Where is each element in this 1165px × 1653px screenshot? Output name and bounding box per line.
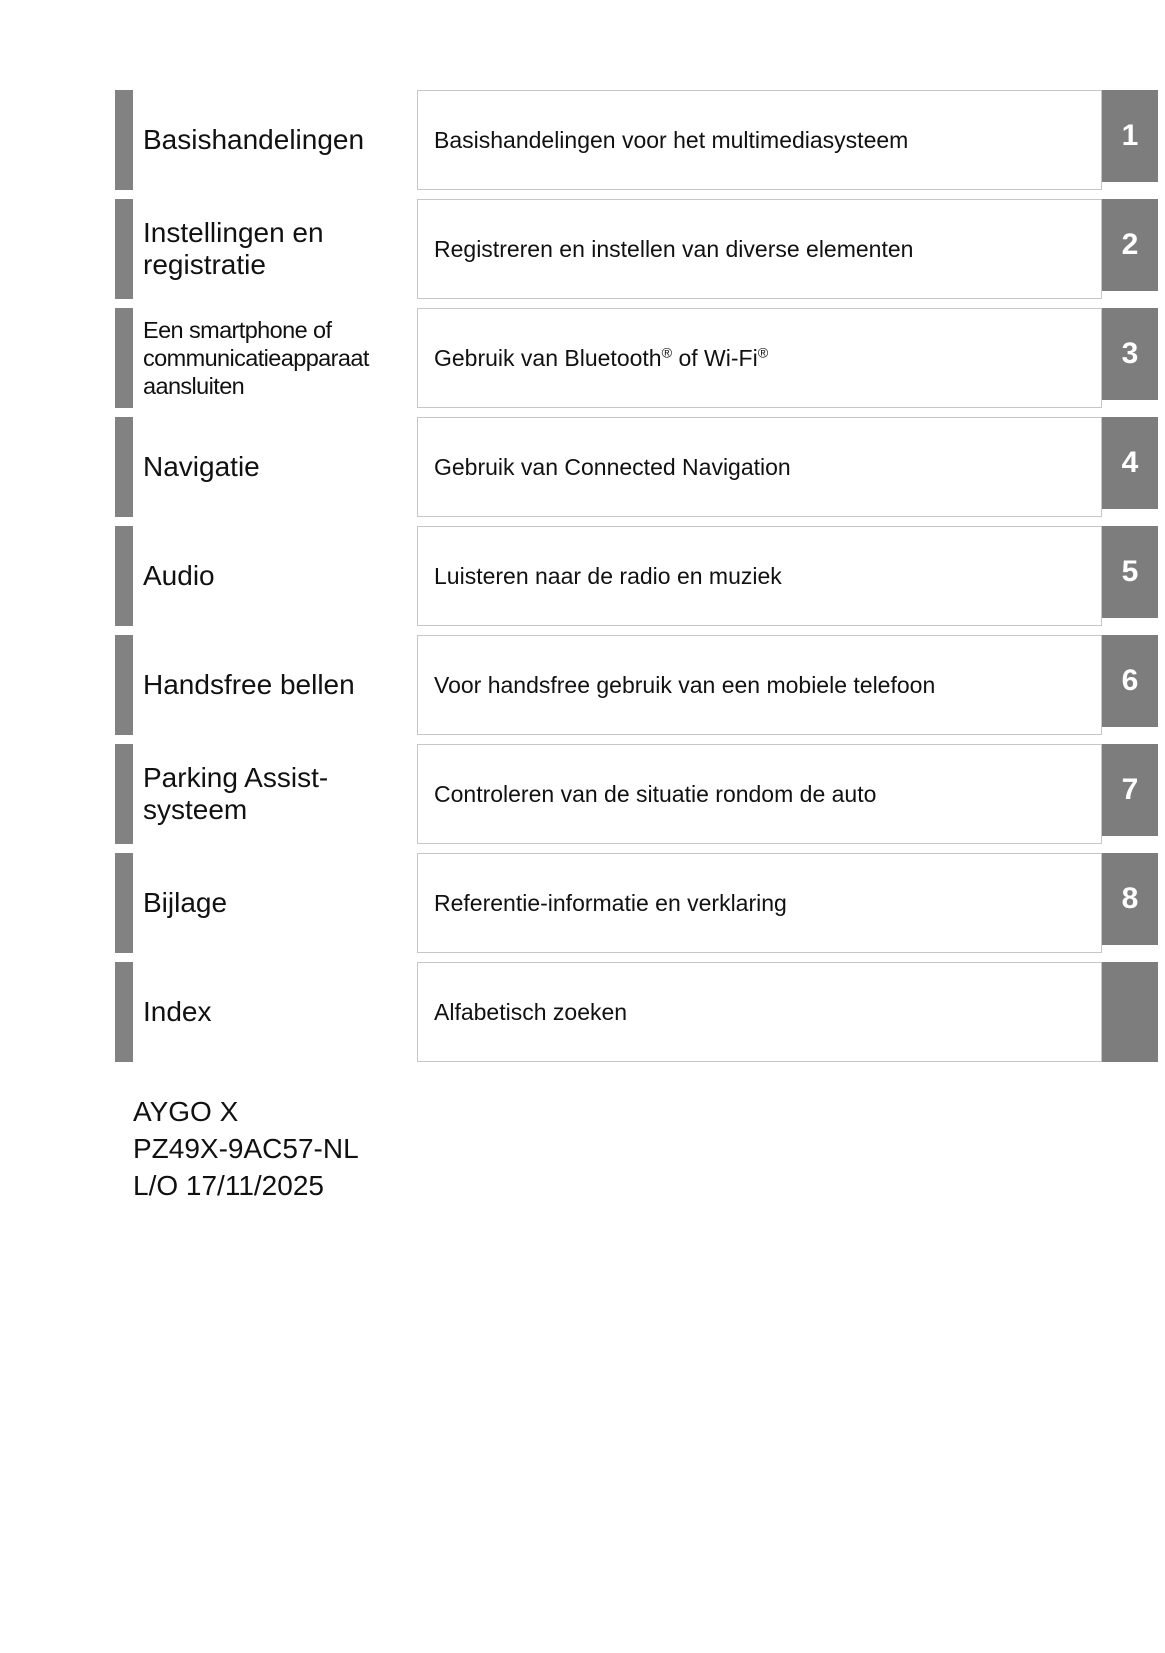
chapter-description: Basishandelingen voor het multimediasysteem [434, 126, 909, 153]
chapter-title: Instellingen en registratie [143, 216, 324, 280]
toc-row[interactable] [115, 635, 1158, 735]
chapter-description: Registreren en instellen van diverse elementen [434, 235, 914, 262]
chapter-number: 7 [1121, 773, 1139, 806]
chapter-description-box[interactable] [417, 417, 1102, 517]
chapter-number-tab[interactable] [1102, 90, 1158, 182]
toc-row[interactable] [115, 90, 1158, 190]
chapter-description-box[interactable] [417, 199, 1102, 299]
toc-row[interactable] [115, 962, 1158, 1062]
chapter-description-box[interactable] [417, 744, 1102, 844]
chapter-number-tab[interactable] [1102, 635, 1158, 727]
chapter-number: 3 [1121, 337, 1139, 370]
toc-row[interactable] [115, 199, 1158, 299]
chapter-accent-bar [115, 90, 133, 190]
table-of-contents [115, 90, 1158, 1071]
chapter-description: Gebruik van Bluetooth® of Wi-Fi® [434, 344, 769, 371]
chapter-title: Audio [143, 559, 215, 591]
chapter-title: Handsfree bellen [143, 668, 355, 700]
toc-row[interactable] [115, 526, 1158, 626]
chapter-description: Referentie-informatie en verklaring [434, 889, 787, 916]
chapter-number-tab[interactable] [1102, 417, 1158, 509]
toc-row[interactable] [115, 417, 1158, 517]
chapter-title: Parking Assist-systeem [143, 761, 329, 825]
chapter-description: Controleren van de situatie rondom de auto [434, 780, 877, 807]
toc-row[interactable] [115, 308, 1158, 408]
toc-row[interactable] [115, 744, 1158, 844]
chapter-number: 6 [1121, 664, 1139, 697]
chapter-description-box[interactable] [417, 90, 1102, 190]
chapter-title: Navigatie [143, 450, 260, 482]
chapter-number: 5 [1121, 555, 1139, 588]
chapter-title: Index [143, 995, 212, 1027]
part-number: PZ49X-9AC57-NL [133, 1133, 359, 1164]
chapter-accent-bar [115, 308, 133, 408]
chapter-number-tab[interactable] [1102, 526, 1158, 618]
model-name: AYGO X [133, 1096, 239, 1127]
chapter-description: Voor handsfree gebruik van een mobiele telefoon [434, 671, 936, 698]
chapter-description-box[interactable] [417, 962, 1102, 1062]
chapter-title: Bijlage [143, 886, 228, 918]
chapter-accent-bar [115, 199, 133, 299]
print-date: L/O 17/11/2025 [133, 1170, 324, 1201]
chapter-number: 8 [1121, 882, 1139, 915]
chapter-accent-bar [115, 417, 133, 517]
chapter-title: Basishandelingen [143, 123, 365, 155]
chapter-number-tab[interactable] [1102, 744, 1158, 836]
chapter-number: 1 [1121, 119, 1139, 152]
chapter-description-box[interactable] [417, 853, 1102, 953]
chapter-description: Alfabetisch zoeken [434, 998, 628, 1025]
chapter-description: Luisteren naar de radio en muziek [434, 562, 782, 589]
chapter-accent-bar [115, 962, 133, 1062]
chapter-description-box[interactable] [417, 526, 1102, 626]
chapter-description-box[interactable] [417, 308, 1102, 408]
chapter-number: 2 [1121, 228, 1139, 261]
chapter-number: 4 [1121, 446, 1139, 479]
chapter-description: Gebruik van Connected Navigation [434, 453, 791, 480]
publication-info [133, 1093, 359, 1204]
chapter-number-tab[interactable] [1102, 962, 1158, 1062]
chapter-accent-bar [115, 635, 133, 735]
chapter-number-tab[interactable] [1102, 199, 1158, 291]
chapter-number-tab[interactable] [1102, 308, 1158, 400]
chapter-description-box[interactable] [417, 635, 1102, 735]
chapter-number-tab[interactable] [1102, 853, 1158, 945]
chapter-accent-bar [115, 744, 133, 844]
chapter-accent-bar [115, 853, 133, 953]
toc-row[interactable] [115, 853, 1158, 953]
chapter-title: Een smartphone of communicatieapparaat aansluiten [143, 316, 369, 400]
chapter-accent-bar [115, 526, 133, 626]
